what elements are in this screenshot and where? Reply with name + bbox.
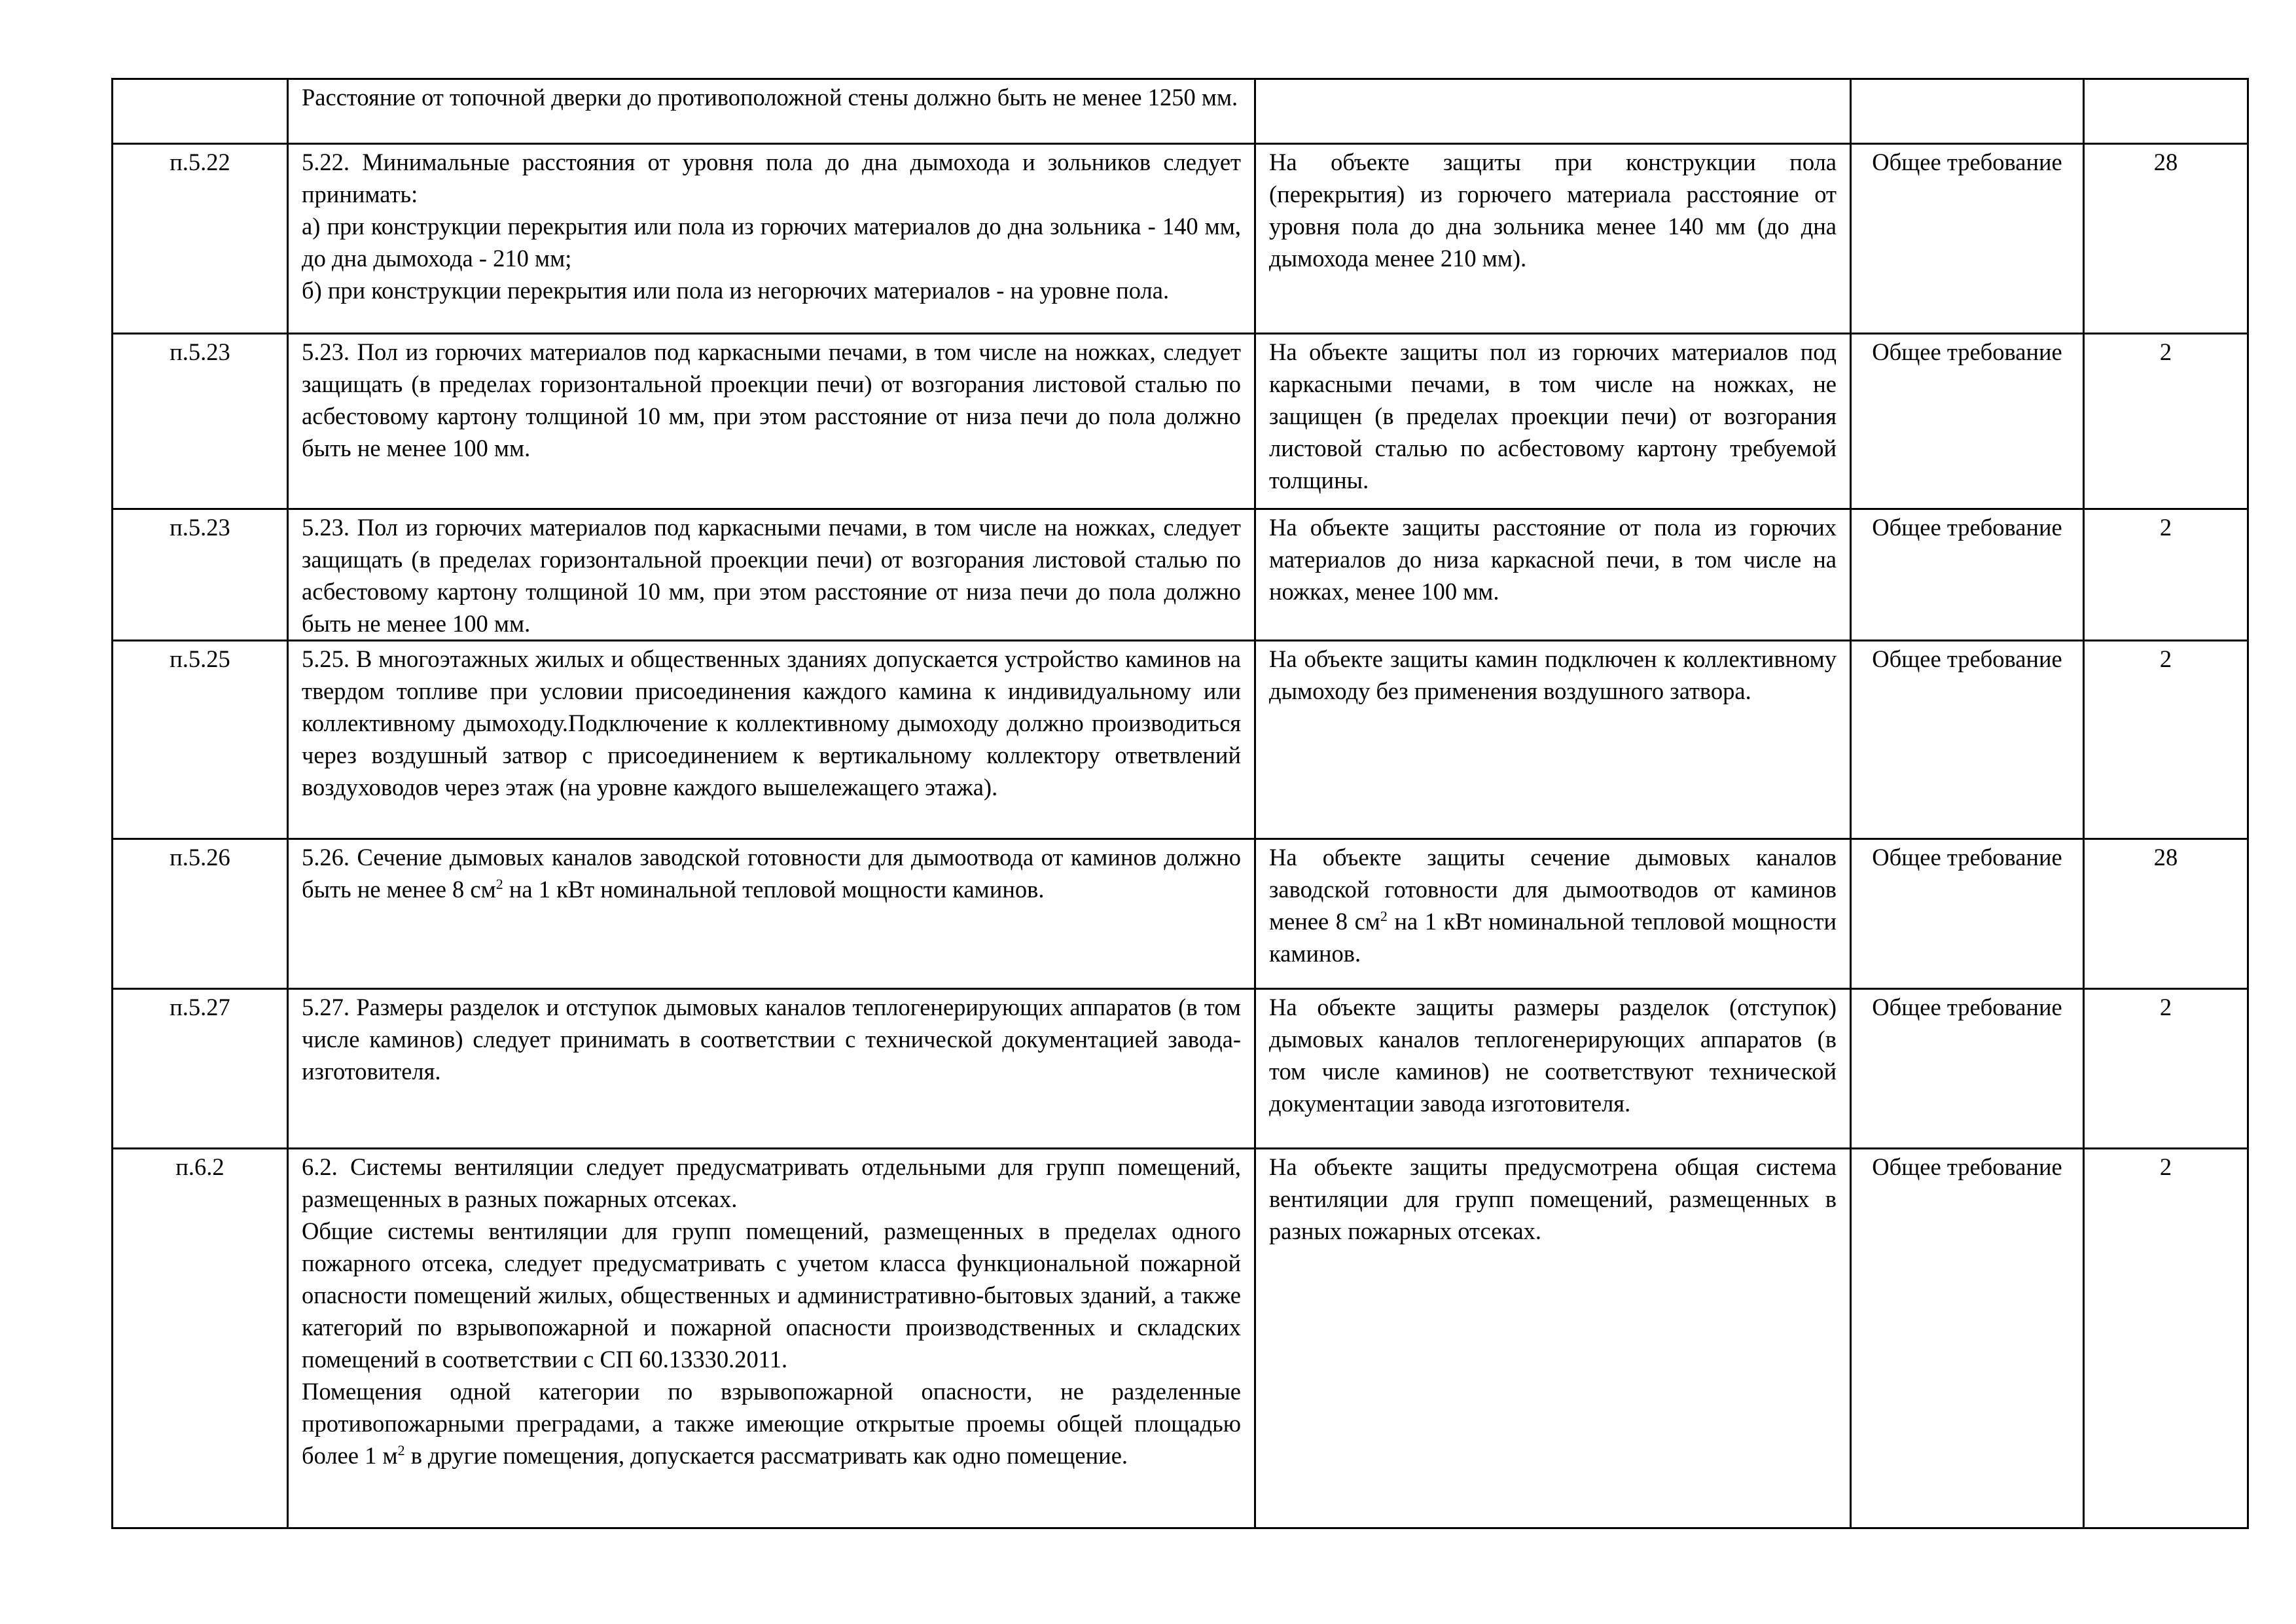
violation-cell <box>1255 79 1851 144</box>
type-cell: Общее требование <box>1851 641 2084 839</box>
requirement-cell <box>288 1149 1255 1528</box>
type-cell: Общее требование <box>1851 989 2084 1149</box>
table-row <box>113 839 2248 989</box>
requirement-text: а) при конструкции перекрытия или пола из горючих материалов до дна зольника - 140 мм, до дна дымохода - 210 мм; <box>302 213 1241 272</box>
code-cell: 2 <box>2084 334 2248 509</box>
requirement-text: 5.27. Размеры разделок и отступок дымовых каналов теплогенерирующих аппаратов (в том числе каминов) следует принимать в соответствии с технической документацией завода-изготовителя. <box>302 994 1241 1085</box>
requirement-text: Общие системы вентиляции для групп помещений, размещенных в пределах одного пожарного отсека, следует предусматривать с учетом класса функциональной пожарной опасности помещений жилых, общественных и административно-бытовых зданий, а также категорий по взрывопожарной и пожарной опасности производственных и складских помещений в соответствии с СП 60.13330.2011. <box>302 1218 1241 1373</box>
requirement-text: 5.23. Пол из горючих материалов под каркасными печами, в том числе на ножках, следует защищать (в пределах горизонтальной проекции печи) от возгорания листовой сталью по асбестовому картону толщиной 10 мм, при этом расстояние от низа печи до пола должно быть не менее 100 мм. <box>302 514 1241 637</box>
code-cell: 2 <box>2084 1149 2248 1528</box>
clause-cell <box>113 79 288 144</box>
table-row <box>113 144 2248 334</box>
requirements-table <box>111 78 2249 1529</box>
table-row <box>113 989 2248 1149</box>
clause-cell: п.5.23 <box>113 334 288 509</box>
violation-cell: На объекте защиты при конструкции пола (перекрытия) из горючего материала расстояние от уровня пола до дна зольника менее 140 мм (до дна дымохода менее 210 мм). <box>1255 144 1851 334</box>
code-cell: 28 <box>2084 144 2248 334</box>
requirement-cell <box>288 144 1255 334</box>
requirement-cell <box>288 989 1255 1149</box>
requirement-cell <box>288 839 1255 989</box>
type-cell: Общее требование <box>1851 144 2084 334</box>
requirement-text: Расстояние от топочной дверки до противоположной стены должно быть не менее 1250 мм. <box>302 84 1238 111</box>
code-cell <box>2084 79 2248 144</box>
type-cell: Общее требование <box>1851 1149 2084 1528</box>
clause-cell: п.5.25 <box>113 641 288 839</box>
requirement-cell <box>288 334 1255 509</box>
code-cell: 2 <box>2084 509 2248 641</box>
table-row <box>113 1149 2248 1528</box>
requirement-text: 5.26. Сечение дымовых каналов заводской готовности для дымоотвода от каминов должно быть не менее 8 $см^2$ на 1 кВт номинальной тепловой мощности каминов. <box>302 844 1241 903</box>
requirement-text: б) при конструкции перекрытия или пола из негорючих материалов - на уровне пола. <box>302 277 1170 304</box>
table-row <box>113 641 2248 839</box>
type-cell: Общее требование <box>1851 839 2084 989</box>
violation-cell: На объекте защиты камин подключен к коллективному дымоходу без применения воздушного затвора. <box>1255 641 1851 839</box>
requirement-text: Помещения одной категории по взрывопожарной опасности, не разделенные противопожарными преградами, а также имеющие открытые проемы общей площадью более 1 $м^2$ в другие помещения, допускается рассматривать как одно помещение. <box>302 1378 1241 1469</box>
code-cell: 2 <box>2084 989 2248 1149</box>
violation-cell: На объекте защиты расстояние от пола из горючих материалов до низа каркасной печи, в том числе на ножках, менее 100 мм. <box>1255 509 1851 641</box>
code-cell: 2 <box>2084 641 2248 839</box>
clause-cell: п.5.22 <box>113 144 288 334</box>
type-cell: Общее требование <box>1851 334 2084 509</box>
table-row <box>113 334 2248 509</box>
code-cell: 28 <box>2084 839 2248 989</box>
requirement-text: 5.23. Пол из горючих материалов под каркасными печами, в том числе на ножках, следует защищать (в пределах горизонтальной проекции печи) от возгорания листовой сталью по асбестовому картону толщиной 10 мм, при этом расстояние от низа печи до пола должно быть не менее 100 мм. <box>302 338 1241 461</box>
requirement-cell <box>288 641 1255 839</box>
clause-cell: п.5.23 <box>113 509 288 641</box>
requirement-text: 5.25. В многоэтажных жилых и общественных зданиях допускается устройство каминов на твердом топливе при условии присоединения каждого камина к индивидуальному или коллективному дымоходу.Подключение к коллективному дымоходу должно производиться через воздушный затвор с присоединением к вертикальному коллектору ответвлений воздуховодов через этаж (на уровне каждого вышележащего этажа). <box>302 645 1241 801</box>
violation-cell: На объекте защиты предусмотрена общая система вентиляции для групп помещений, размещенных в разных пожарных отсеках. <box>1255 1149 1851 1528</box>
table-row <box>113 509 2248 641</box>
type-cell <box>1851 79 2084 144</box>
violation-cell: На объекте защиты пол из горючих материалов под каркасными печами, в том числе на ножках, не защищен (в пределах проекции печи) от возгорания листовой сталью по асбестовому картону требуемой толщины. <box>1255 334 1851 509</box>
table-row <box>113 79 2248 144</box>
requirement-text: 5.22. Минимальные расстояния от уровня пола до дна дымохода и зольников следует принимать: <box>302 149 1241 208</box>
violation-cell: На объекте защиты размеры разделок (отступок) дымовых каналов теплогенерирующих аппаратов (в том числе каминов) не соответствуют технической документации завода изготовителя. <box>1255 989 1851 1149</box>
clause-cell: п.5.27 <box>113 989 288 1149</box>
type-cell: Общее требование <box>1851 509 2084 641</box>
requirement-cell <box>288 509 1255 641</box>
clause-cell: п.6.2 <box>113 1149 288 1528</box>
requirement-text: 6.2. Системы вентиляции следует предусматривать отдельными для групп помещений, размещенных в разных пожарных отсеках. <box>302 1153 1241 1212</box>
clause-cell: п.5.26 <box>113 839 288 989</box>
requirement-cell <box>288 79 1255 144</box>
violation-cell: На объекте защиты сечение дымовых каналов заводской готовности для дымоотводов от каминов менее 8 $см^2$ на 1 кВт номинальной тепловой мощности каминов. <box>1255 839 1851 989</box>
